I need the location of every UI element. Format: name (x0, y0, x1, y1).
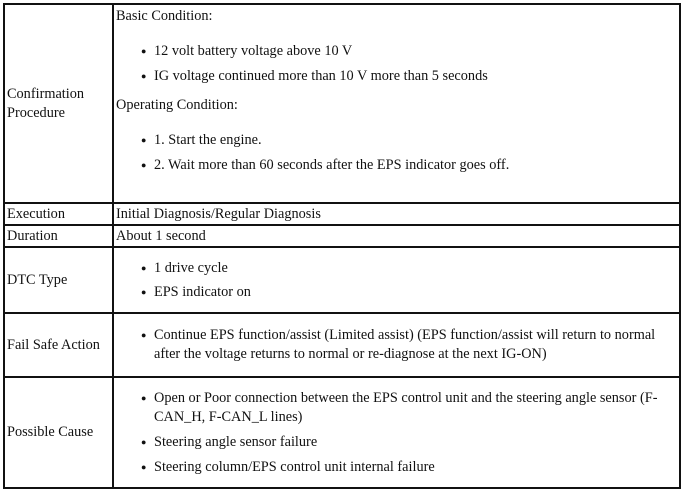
basic-condition-heading: Basic Condition: (116, 8, 213, 24)
list-item: ● IG voltage continued more than 10 V more than 5 seconds (116, 67, 677, 86)
list-item: ● 2. Wait more than 60 seconds after the EPS indicator goes off. (116, 156, 677, 175)
list-item: ● 1 drive cycle (116, 259, 677, 278)
row-value (113, 4, 680, 203)
row-label (4, 4, 113, 203)
list-item: ● Steering angle sensor failure (116, 433, 677, 452)
row-label: Duration (4, 225, 113, 247)
row-value: About 1 second (113, 225, 680, 247)
table-row-duration (4, 225, 680, 247)
table-row-execution (4, 203, 680, 225)
row-label: Fail Safe Action (4, 313, 113, 377)
basic-condition-list (116, 42, 677, 86)
row-value (113, 313, 680, 377)
label-line: Confirmation (7, 85, 85, 102)
list-item: ● EPS indicator on (116, 283, 677, 302)
possible-cause-list (116, 389, 677, 477)
dtc-type-list (116, 259, 677, 302)
table-row-fail-safe-action (4, 313, 680, 377)
list-item: ● Open or Poor connection between the EPS control unit and the steering angle sensor (F-CAN_H, F-CAN_L lines) (116, 389, 677, 427)
table-row-dtc-type (4, 247, 680, 313)
list-item: ● Continue EPS function/assist (Limited assist) (EPS function/assist will return to normal after the voltage returns to normal or re-diagnose at the next IG-ON) (116, 326, 677, 364)
fail-safe-list (116, 326, 677, 364)
label-line: Procedure (7, 104, 65, 121)
row-label: Possible Cause (4, 377, 113, 488)
list-item: ● Steering column/EPS control unit internal failure (116, 458, 677, 477)
row-value (113, 247, 680, 313)
row-label: DTC Type (4, 247, 113, 313)
table-row-confirmation-procedure (4, 4, 680, 203)
dtc-info-table (3, 3, 681, 489)
row-value (113, 377, 680, 488)
row-label: Execution (4, 203, 113, 225)
table-row-possible-cause (4, 377, 680, 488)
operating-condition-heading: Operating Condition: (116, 97, 238, 113)
list-item: ● 12 volt battery voltage above 10 V (116, 42, 677, 61)
row-value: Initial Diagnosis/Regular Diagnosis (113, 203, 680, 225)
list-item: ● 1. Start the engine. (116, 131, 677, 150)
operating-condition-list (116, 131, 677, 175)
